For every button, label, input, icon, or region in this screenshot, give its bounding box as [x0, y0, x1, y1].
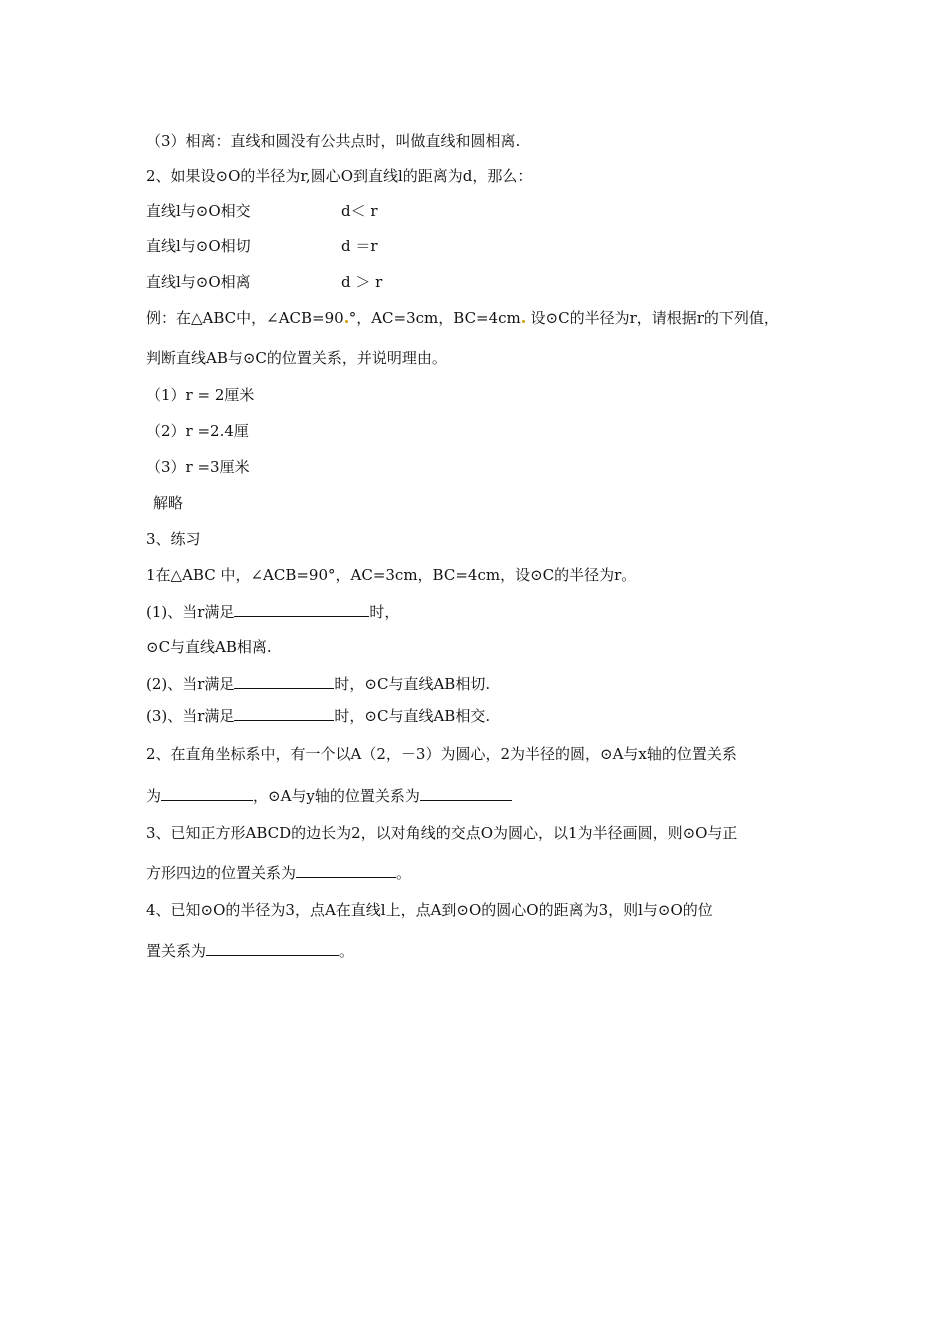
- practice-3: 3、已知正方形ABCD的边长为2，以对角线的交点O为圆心，以1为半径画圆，则⊙O与正: [146, 824, 738, 842]
- example-text-c: 设⊙C的半径为r，请根据r的下列值，: [525, 309, 779, 327]
- practice-text: 时，: [369, 603, 400, 621]
- relation-label: 直线l与⊙O相离: [146, 273, 251, 291]
- practice-1c: [146, 705, 490, 726]
- relation-formula: d ＞ r: [341, 273, 383, 291]
- practice-1: 1在△ABC 中，∠ACB=90°，AC=3cm，BC=4cm，设⊙C的半径为r。: [146, 566, 637, 584]
- example-text-a: 例：在△ABC中，∠ACB=90: [146, 309, 344, 327]
- practice-text: ，⊙A与y轴的位置关系为: [253, 787, 420, 805]
- relation-formula: d ＝r: [341, 237, 378, 255]
- practice-text: 。: [396, 864, 412, 882]
- mark-dot: [522, 320, 525, 323]
- answer-blank[interactable]: [161, 785, 253, 801]
- practice-text: 。: [339, 942, 355, 960]
- relation-separate: [146, 272, 382, 292]
- example-text-b: °，AC=3cm，BC=4cm: [348, 309, 521, 327]
- answer-blank[interactable]: [234, 673, 334, 689]
- section-heading-practice: 3、练习: [146, 530, 201, 548]
- relation-label: 直线l与⊙O相切: [146, 237, 251, 255]
- answer-blank[interactable]: [420, 785, 512, 801]
- practice-2: 2、在直角坐标系中，有一个以A（2，－3）为圆心，2为半径的圆，⊙A与x轴的位置关系: [146, 745, 737, 763]
- relation-tangent: [146, 236, 378, 256]
- practice-4b: [146, 940, 354, 961]
- relation-label: 直线l与⊙O相交: [146, 202, 251, 220]
- example-line-2: 判断直线AB与⊙C的位置关系，并说明理由。: [146, 349, 447, 367]
- practice-text: (1)、当r满足: [146, 603, 235, 621]
- solution-note: 解略: [153, 494, 184, 512]
- text-line-radius-distance: 2、如果设⊙O的半径为r,圆心O到直线l的距离为d，那么：: [146, 167, 533, 185]
- mark-dot: [345, 320, 348, 323]
- question-2: （2）r =2.4厘: [146, 422, 249, 440]
- text-line-separation-definition: （3）相离：直线和圆没有公共点时，叫做直线和圆相离.: [146, 132, 521, 150]
- practice-text: 时，⊙C与直线AB相交.: [334, 707, 491, 725]
- answer-blank[interactable]: [234, 705, 334, 721]
- example-line: [146, 308, 779, 328]
- practice-1a-cont: ⊙C与直线AB相离.: [146, 638, 272, 656]
- practice-text: (3)、当r满足: [146, 707, 235, 725]
- practice-text: 置关系为: [146, 942, 207, 960]
- answer-blank[interactable]: [296, 862, 396, 878]
- practice-1b: [146, 673, 490, 694]
- practice-text: (2)、当r满足: [146, 675, 235, 693]
- question-1: （1）r = 2厘米: [146, 386, 255, 404]
- practice-1a: [146, 601, 399, 622]
- relation-formula: d＜ r: [341, 202, 378, 220]
- practice-text: 时，⊙C与直线AB相切.: [334, 675, 491, 693]
- practice-4: 4、已知⊙O的半径为3，点A在直线l上，点A到⊙O的圆心O的距离为3，则l与⊙O的位: [146, 901, 713, 919]
- practice-3b: [146, 862, 411, 883]
- relation-intersect: [146, 201, 378, 221]
- practice-2b: [146, 785, 512, 806]
- answer-blank[interactable]: [206, 940, 339, 956]
- answer-blank[interactable]: [234, 601, 369, 617]
- practice-text: 为: [146, 787, 162, 805]
- practice-text: 方形四边的位置关系为: [146, 864, 297, 882]
- question-3: （3）r =3厘米: [146, 458, 250, 476]
